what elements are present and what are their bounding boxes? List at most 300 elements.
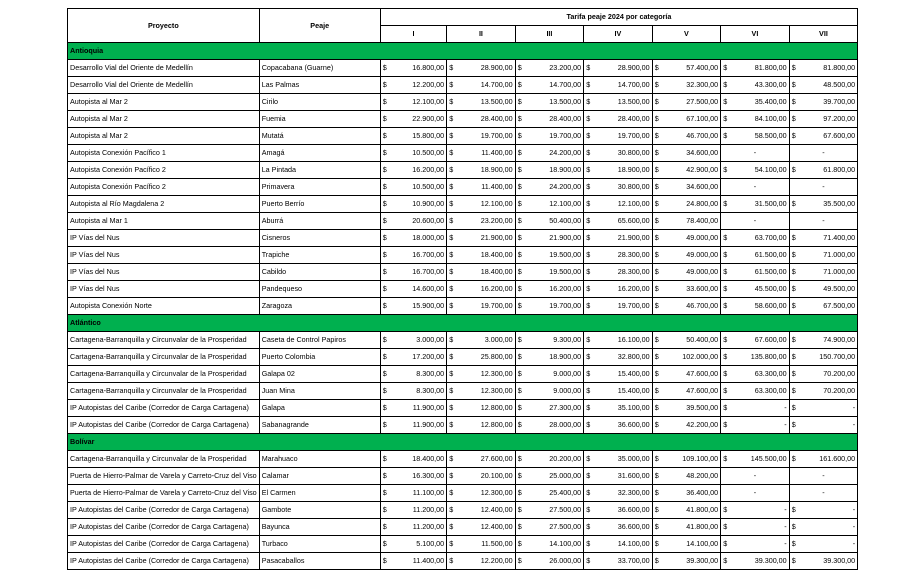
cell-currency: $: [515, 519, 524, 536]
cell-currency: $: [447, 349, 456, 366]
cell-value: 71.000,00: [798, 247, 858, 264]
cell-value: 16.200,00: [524, 281, 584, 298]
cell-value: 67.500,00: [798, 298, 858, 315]
cell-currency: $: [380, 264, 389, 281]
cell-currency: $: [515, 502, 524, 519]
cell-value: 71.000,00: [798, 264, 858, 281]
cell-value: 50.400,00: [524, 213, 584, 230]
cell-value: 41.800,00: [661, 519, 721, 536]
cell-value: 3.000,00: [389, 332, 447, 349]
cell-value-empty: -: [721, 179, 790, 196]
cell-value: 24.800,00: [661, 196, 721, 213]
cell-value: 28.900,00: [592, 60, 652, 77]
cell-value: 13.500,00: [524, 94, 584, 111]
cell-proyecto: Cartagena-Barranquilla y Circunvalar de la Prosperidad: [68, 332, 260, 349]
cell-currency: $: [789, 553, 798, 570]
cell-value: 24.200,00: [524, 145, 584, 162]
cell-value: 19.700,00: [524, 128, 584, 145]
cell-currency: $: [789, 230, 798, 247]
cell-currency: $: [380, 502, 389, 519]
cell-currency: $: [652, 468, 661, 485]
region-name: Antioquia: [68, 43, 858, 60]
cell-value: 18.400,00: [455, 247, 515, 264]
cell-value: 21.900,00: [524, 230, 584, 247]
cell-value: 34.600,00: [661, 179, 721, 196]
cell-value: 34.600,00: [661, 145, 721, 162]
cell-currency: $: [380, 230, 389, 247]
cell-currency: $: [721, 77, 730, 94]
cell-value: 47.600,00: [661, 366, 721, 383]
cell-proyecto: Autopista Conexión Pacífico 2: [68, 162, 260, 179]
cell-value: 33.600,00: [661, 281, 721, 298]
cell-value: 14.100,00: [524, 536, 584, 553]
cell-value: 35.400,00: [729, 94, 789, 111]
cell-currency: $: [447, 179, 456, 196]
table-row: [68, 281, 858, 298]
cell-currency: $: [380, 349, 389, 366]
cell-value: 16.800,00: [389, 60, 447, 77]
cell-value: 21.900,00: [455, 230, 515, 247]
cell-value: 5.100,00: [389, 536, 447, 553]
cell-currency: $: [380, 366, 389, 383]
cell-value-empty: -: [789, 145, 858, 162]
table-row: [68, 77, 858, 94]
cell-peaje: Aburrá: [259, 213, 380, 230]
cell-peaje: Zaragoza: [259, 298, 380, 315]
cell-value: 49.500,00: [798, 281, 858, 298]
cell-currency: $: [721, 417, 730, 434]
cell-value: -: [729, 417, 789, 434]
header-category-3: III: [515, 26, 584, 43]
cell-currency: $: [652, 519, 661, 536]
cell-currency: $: [584, 400, 593, 417]
cell-proyecto: Cartagena-Barranquilla y Circunvalar de la Prosperidad: [68, 383, 260, 400]
cell-currency: $: [447, 94, 456, 111]
cell-value: 15.800,00: [389, 128, 447, 145]
cell-peaje: Marahuaco: [259, 451, 380, 468]
cell-value: 36.400,00: [661, 485, 721, 502]
cell-value: 27.500,00: [524, 502, 584, 519]
cell-value: -: [729, 536, 789, 553]
cell-currency: $: [652, 145, 661, 162]
cell-value: -: [798, 400, 858, 417]
cell-currency: $: [584, 145, 593, 162]
header-tarifa: Tarifa peaje 2024 por categoría: [380, 9, 858, 26]
cell-proyecto: IP Autopistas del Caribe (Corredor de Carga Cartagena): [68, 553, 260, 570]
cell-currency: $: [652, 230, 661, 247]
cell-value: 39.300,00: [729, 553, 789, 570]
cell-currency: $: [721, 451, 730, 468]
cell-currency: $: [584, 196, 593, 213]
cell-currency: $: [447, 485, 456, 502]
cell-currency: $: [789, 111, 798, 128]
cell-peaje: Fuemia: [259, 111, 380, 128]
cell-currency: $: [721, 264, 730, 281]
cell-value: 11.500,00: [455, 536, 515, 553]
table-row: [68, 230, 858, 247]
cell-value-empty: -: [721, 485, 790, 502]
cell-proyecto: Puerta de Hierro-Palmar de Varela y Carreto-Cruz del Viso: [68, 485, 260, 502]
cell-currency: $: [380, 332, 389, 349]
cell-currency: $: [380, 485, 389, 502]
cell-currency: $: [380, 519, 389, 536]
cell-value: 31.600,00: [592, 468, 652, 485]
cell-value: 30.800,00: [592, 179, 652, 196]
cell-currency: $: [789, 94, 798, 111]
table-row: [68, 468, 858, 485]
cell-currency: $: [789, 162, 798, 179]
cell-value: 12.100,00: [592, 196, 652, 213]
cell-currency: $: [515, 264, 524, 281]
cell-value: 27.300,00: [524, 400, 584, 417]
cell-currency: $: [515, 383, 524, 400]
cell-currency: $: [789, 264, 798, 281]
cell-value: 10.500,00: [389, 179, 447, 196]
cell-value: 28.400,00: [455, 111, 515, 128]
cell-currency: $: [584, 94, 593, 111]
cell-value: 28.300,00: [592, 264, 652, 281]
cell-peaje: La Pintada: [259, 162, 380, 179]
cell-value: 39.500,00: [661, 400, 721, 417]
cell-currency: $: [515, 281, 524, 298]
cell-value: 32.300,00: [592, 485, 652, 502]
cell-value: 57.400,00: [661, 60, 721, 77]
cell-currency: $: [515, 230, 524, 247]
cell-peaje: Caseta de Control Papiros: [259, 332, 380, 349]
cell-proyecto: IP Autopistas del Caribe (Corredor de Carga Cartagena): [68, 417, 260, 434]
cell-value: -: [798, 536, 858, 553]
cell-value: 15.900,00: [389, 298, 447, 315]
cell-currency: $: [447, 468, 456, 485]
cell-currency: $: [380, 94, 389, 111]
cell-value: 109.100,00: [661, 451, 721, 468]
cell-peaje: Pandequeso: [259, 281, 380, 298]
cell-value: 12.300,00: [455, 366, 515, 383]
cell-currency: $: [380, 400, 389, 417]
cell-value: 13.500,00: [455, 94, 515, 111]
cell-value: 63.300,00: [729, 366, 789, 383]
cell-value: 11.900,00: [389, 400, 447, 417]
cell-value: 32.800,00: [592, 349, 652, 366]
cell-peaje: Turbaco: [259, 536, 380, 553]
cell-value: 16.200,00: [592, 281, 652, 298]
cell-currency: $: [584, 349, 593, 366]
cell-value: 17.200,00: [389, 349, 447, 366]
cell-currency: $: [447, 451, 456, 468]
cell-peaje: Cabildo: [259, 264, 380, 281]
cell-currency: $: [380, 145, 389, 162]
cell-peaje: Mutatá: [259, 128, 380, 145]
cell-currency: $: [515, 60, 524, 77]
cell-value: 102.000,00: [661, 349, 721, 366]
header-category-4: IV: [584, 26, 653, 43]
cell-currency: $: [515, 196, 524, 213]
cell-value: 61.800,00: [798, 162, 858, 179]
cell-value: 3.000,00: [455, 332, 515, 349]
cell-value: 67.100,00: [661, 111, 721, 128]
cell-value: 11.200,00: [389, 502, 447, 519]
cell-value: 67.600,00: [729, 332, 789, 349]
cell-currency: $: [447, 502, 456, 519]
cell-value: 54.100,00: [729, 162, 789, 179]
cell-value: 65.600,00: [592, 213, 652, 230]
cell-proyecto: Autopista al Mar 1: [68, 213, 260, 230]
cell-proyecto: IP Autopistas del Caribe (Corredor de Carga Cartagena): [68, 536, 260, 553]
cell-currency: $: [515, 247, 524, 264]
cell-peaje: Gambote: [259, 502, 380, 519]
cell-peaje: Puerto Colombia: [259, 349, 380, 366]
cell-value: 46.700,00: [661, 128, 721, 145]
cell-currency: $: [652, 485, 661, 502]
cell-currency: $: [789, 536, 798, 553]
cell-currency: $: [380, 468, 389, 485]
cell-value: 74.900,00: [798, 332, 858, 349]
cell-proyecto: Autopista al Río Magdalena 2: [68, 196, 260, 213]
cell-value: 63.700,00: [729, 230, 789, 247]
table-row: [68, 128, 858, 145]
cell-currency: $: [515, 349, 524, 366]
cell-currency: $: [789, 298, 798, 315]
cell-value: 20.200,00: [524, 451, 584, 468]
cell-currency: $: [447, 383, 456, 400]
cell-currency: $: [447, 400, 456, 417]
cell-value: 8.300,00: [389, 366, 447, 383]
cell-value: 32.300,00: [661, 77, 721, 94]
cell-value: 61.500,00: [729, 247, 789, 264]
cell-currency: $: [652, 298, 661, 315]
cell-peaje: Pasacaballos: [259, 553, 380, 570]
cell-currency: $: [721, 128, 730, 145]
cell-currency: $: [721, 94, 730, 111]
header-category-2: II: [447, 26, 516, 43]
cell-currency: $: [721, 247, 730, 264]
cell-value: 58.500,00: [729, 128, 789, 145]
cell-value: 23.200,00: [455, 213, 515, 230]
cell-value: 50.400,00: [661, 332, 721, 349]
cell-value: -: [798, 519, 858, 536]
cell-value: 9.000,00: [524, 366, 584, 383]
cell-currency: $: [380, 247, 389, 264]
cell-value: 12.300,00: [455, 485, 515, 502]
cell-value: 10.900,00: [389, 196, 447, 213]
cell-currency: $: [584, 332, 593, 349]
cell-currency: $: [584, 485, 593, 502]
cell-currency: $: [584, 264, 593, 281]
cell-currency: $: [789, 502, 798, 519]
table-row: [68, 179, 858, 196]
table-row: [68, 366, 858, 383]
cell-value: 161.600,00: [798, 451, 858, 468]
cell-currency: $: [380, 128, 389, 145]
header-category-7: VII: [789, 26, 858, 43]
cell-value: 13.500,00: [592, 94, 652, 111]
cell-currency: $: [584, 519, 593, 536]
cell-value: -: [798, 417, 858, 434]
table-row: [68, 145, 858, 162]
cell-peaje: Copacabana (Guarne): [259, 60, 380, 77]
cell-currency: $: [515, 417, 524, 434]
cell-value: 31.500,00: [729, 196, 789, 213]
cell-value: 12.200,00: [455, 553, 515, 570]
cell-currency: $: [584, 213, 593, 230]
cell-peaje: Cisneros: [259, 230, 380, 247]
cell-value: 39.300,00: [661, 553, 721, 570]
cell-currency: $: [447, 264, 456, 281]
cell-value: -: [729, 502, 789, 519]
cell-currency: $: [380, 196, 389, 213]
header-proyecto: Proyecto: [68, 9, 260, 43]
cell-currency: $: [515, 468, 524, 485]
cell-value: 22.900,00: [389, 111, 447, 128]
cell-currency: $: [447, 145, 456, 162]
cell-proyecto: Autopista al Mar 2: [68, 94, 260, 111]
cell-currency: $: [380, 553, 389, 570]
cell-currency: $: [652, 247, 661, 264]
region-row: [68, 315, 858, 332]
cell-value: 97.200,00: [798, 111, 858, 128]
table-row: [68, 417, 858, 434]
cell-currency: $: [652, 366, 661, 383]
cell-proyecto: Autopista al Mar 2: [68, 128, 260, 145]
region-name: Atlántico: [68, 315, 858, 332]
cell-value: 28.300,00: [592, 247, 652, 264]
cell-currency: $: [447, 77, 456, 94]
cell-value: 24.200,00: [524, 179, 584, 196]
cell-value: 25.400,00: [524, 485, 584, 502]
cell-value: 49.000,00: [661, 230, 721, 247]
cell-peaje: Galapa: [259, 400, 380, 417]
cell-value: 18.900,00: [592, 162, 652, 179]
cell-value: 18.400,00: [455, 264, 515, 281]
cell-currency: $: [789, 366, 798, 383]
cell-currency: $: [515, 536, 524, 553]
cell-currency: $: [652, 349, 661, 366]
cell-currency: $: [447, 298, 456, 315]
cell-value: 36.600,00: [592, 502, 652, 519]
cell-currency: $: [789, 332, 798, 349]
cell-value: 35.100,00: [592, 400, 652, 417]
cell-value-empty: -: [789, 485, 858, 502]
cell-currency: $: [721, 383, 730, 400]
cell-value: 145.500,00: [729, 451, 789, 468]
cell-currency: $: [447, 213, 456, 230]
cell-value: 19.700,00: [592, 128, 652, 145]
cell-currency: $: [380, 536, 389, 553]
cell-currency: $: [652, 502, 661, 519]
cell-currency: $: [380, 383, 389, 400]
cell-currency: $: [515, 111, 524, 128]
cell-value: 12.100,00: [524, 196, 584, 213]
table-row: [68, 162, 858, 179]
cell-value: 35.000,00: [592, 451, 652, 468]
cell-value: 28.400,00: [524, 111, 584, 128]
cell-currency: $: [652, 451, 661, 468]
cell-value: -: [729, 519, 789, 536]
cell-currency: $: [721, 553, 730, 570]
cell-value: 47.600,00: [661, 383, 721, 400]
cell-value: 19.700,00: [455, 128, 515, 145]
cell-currency: $: [515, 400, 524, 417]
cell-currency: $: [380, 451, 389, 468]
cell-value: 15.400,00: [592, 383, 652, 400]
table-row: [68, 213, 858, 230]
cell-value: 27.600,00: [455, 451, 515, 468]
table-row: [68, 485, 858, 502]
table-row: [68, 111, 858, 128]
cell-value: 81.800,00: [729, 60, 789, 77]
cell-currency: $: [721, 111, 730, 128]
cell-value: 21.900,00: [592, 230, 652, 247]
cell-value: 16.200,00: [389, 162, 447, 179]
cell-value: 45.500,00: [729, 281, 789, 298]
cell-value: 18.900,00: [455, 162, 515, 179]
cell-value: 19.500,00: [524, 264, 584, 281]
cell-currency: $: [789, 383, 798, 400]
cell-currency: $: [515, 128, 524, 145]
cell-value: 12.800,00: [455, 400, 515, 417]
cell-currency: $: [652, 128, 661, 145]
cell-peaje: Galapa 02: [259, 366, 380, 383]
cell-currency: $: [447, 553, 456, 570]
cell-currency: $: [652, 196, 661, 213]
cell-currency: $: [789, 519, 798, 536]
cell-currency: $: [515, 179, 524, 196]
cell-currency: $: [515, 94, 524, 111]
cell-currency: $: [652, 281, 661, 298]
cell-value: 18.900,00: [524, 349, 584, 366]
cell-value: 70.200,00: [798, 383, 858, 400]
cell-value: 16.100,00: [592, 332, 652, 349]
cell-value: 19.700,00: [592, 298, 652, 315]
cell-currency: $: [380, 111, 389, 128]
cell-currency: $: [652, 60, 661, 77]
cell-currency: $: [515, 77, 524, 94]
cell-currency: $: [584, 179, 593, 196]
cell-value: 19.700,00: [524, 298, 584, 315]
table-row: [68, 196, 858, 213]
cell-proyecto: IP Vías del Nus: [68, 230, 260, 247]
cell-currency: $: [447, 111, 456, 128]
cell-value: 10.500,00: [389, 145, 447, 162]
cell-currency: $: [447, 162, 456, 179]
cell-currency: $: [652, 111, 661, 128]
cell-currency: $: [447, 247, 456, 264]
cell-value: 9.300,00: [524, 332, 584, 349]
table-row: [68, 264, 858, 281]
cell-value: 25.800,00: [455, 349, 515, 366]
cell-currency: $: [789, 400, 798, 417]
cell-value: -: [729, 400, 789, 417]
cell-currency: $: [652, 536, 661, 553]
cell-value: 28.400,00: [592, 111, 652, 128]
cell-value: 20.100,00: [455, 468, 515, 485]
region-row: [68, 434, 858, 451]
cell-currency: $: [515, 298, 524, 315]
cell-currency: $: [584, 366, 593, 383]
header-peaje: Peaje: [259, 9, 380, 43]
cell-peaje: Primavera: [259, 179, 380, 196]
cell-value: 19.700,00: [455, 298, 515, 315]
cell-currency: $: [584, 111, 593, 128]
cell-value: 61.500,00: [729, 264, 789, 281]
cell-value-empty: -: [789, 468, 858, 485]
cell-value: 8.300,00: [389, 383, 447, 400]
cell-value: 16.200,00: [455, 281, 515, 298]
cell-value: 39.700,00: [798, 94, 858, 111]
cell-value: 15.400,00: [592, 366, 652, 383]
cell-currency: $: [447, 281, 456, 298]
cell-value: -: [798, 502, 858, 519]
